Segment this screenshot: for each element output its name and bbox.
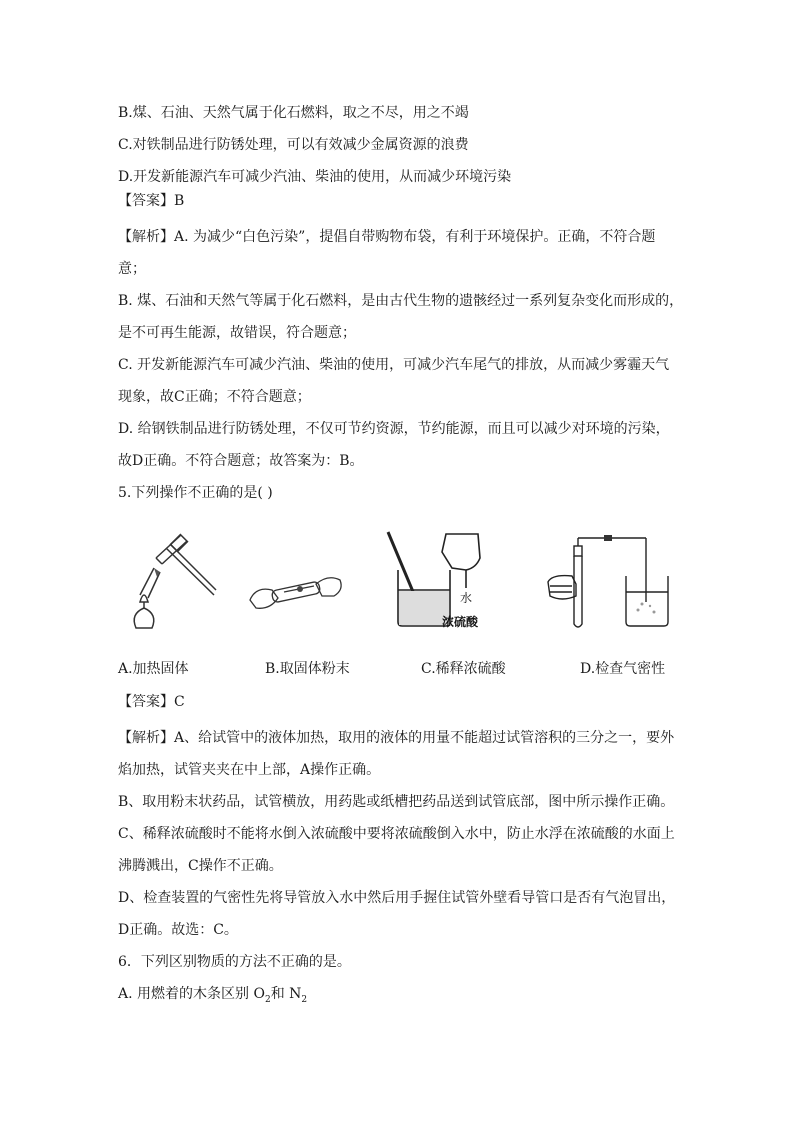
q6-option-a-subscript: 2 [264,994,271,1005]
q4-analysis-line: 【解析】A. 为减少“白色污染”，提倡自带购物布袋，有利于环境保护。正确，不符合题 [118,229,656,245]
figure-label-water: 水 [460,591,473,605]
q5-analysis-line: 【解析】A、给试管中的液体加热，取用的液体的用量不能超过试管溶积的三分之一，要外 [118,730,675,746]
q4-analysis-line: 是不可再生能源，故错误，符合题意； [118,325,356,341]
q4-answer: 【答案】B [118,193,185,209]
q5-analysis-line: 焰加热，试管夹夹在中上部，A操作正确。 [118,762,381,778]
q5-option-a: A.加热固体 [118,661,189,677]
q5-option-c: C.稀释浓硫酸 [421,661,506,677]
q6-option-a [118,985,307,1009]
q4-analysis-line: 故D正确。不符合题意；故答案为：B。 [118,453,364,469]
figure-diluting-acid [380,530,510,630]
q5-option-d: D.检查气密性 [580,661,666,677]
q5-analysis-line: D、检查装置的气密性先将导管放入水中然后用手握住试管外壁看导管口是否有气泡冒出， [118,890,676,906]
q4-analysis-line: 现象，故C正确；不符合题意； [118,389,311,405]
q5-analysis-line: C、稀释浓硫酸时不能将水倒入浓硫酸中要将浓硫酸倒入水中，防止水浮在浓硫酸的水面上 [118,826,675,842]
figure-taking-powder [242,530,352,630]
q4-analysis-line: B. 煤、石油和天然气等属于化石燃料，是由古代生物的遗骸经过一系列复杂变化而形成的， [118,293,684,309]
q4-option-d: D.开发新能源汽车可减少汽油、柴油的使用，从而减少环境污染 [118,169,512,185]
q5-answer: 【答案】C [118,694,185,710]
q6-option-a-prefix: A. 用燃着的木条区别 O [118,986,265,1002]
q5-option-b: B.取固体粉末 [265,661,350,677]
q4-option-c: C.对铁制品进行防锈处理，可以有效减少金属资源的浪费 [118,137,469,153]
q4-analysis-line: C. 开发新能源汽车可减少汽油、柴油的使用，可减少汽车尾气的排放，从而减少雾霾天气 [118,357,670,373]
q5-figures [118,530,678,640]
q6-option-a-subscript: 2 [301,994,308,1005]
q6-stem: 6．下列区别物质的方法不正确的是。 [118,954,351,970]
q5-stem: 5.下列操作不正确的是( ) [118,485,273,501]
figure-airtightness-check [542,530,678,630]
q4-analysis-line: 意； [118,261,146,277]
q5-analysis-line: B、取用粉末状药品，试管横放，用药匙或纸槽把药品送到试管底部，图中所示操作正确。 [118,794,675,810]
q4-option-b: B.煤、石油、天然气属于化石燃料，取之不尽，用之不竭 [118,105,469,121]
q4-analysis-line: D. 给钢铁制品进行防锈处理，不仅可节约资源，节约能源，而且可以减少对环境的污染， [118,421,670,437]
q5-analysis-line: 沸腾溅出，C操作不正确。 [118,858,283,874]
q6-option-a-middle: 和 N [270,986,302,1002]
figure-label-acid: 浓硫酸 [442,615,479,629]
figure-heating-solid [126,530,222,630]
q5-analysis-line: D正确。故选：C。 [118,922,238,938]
